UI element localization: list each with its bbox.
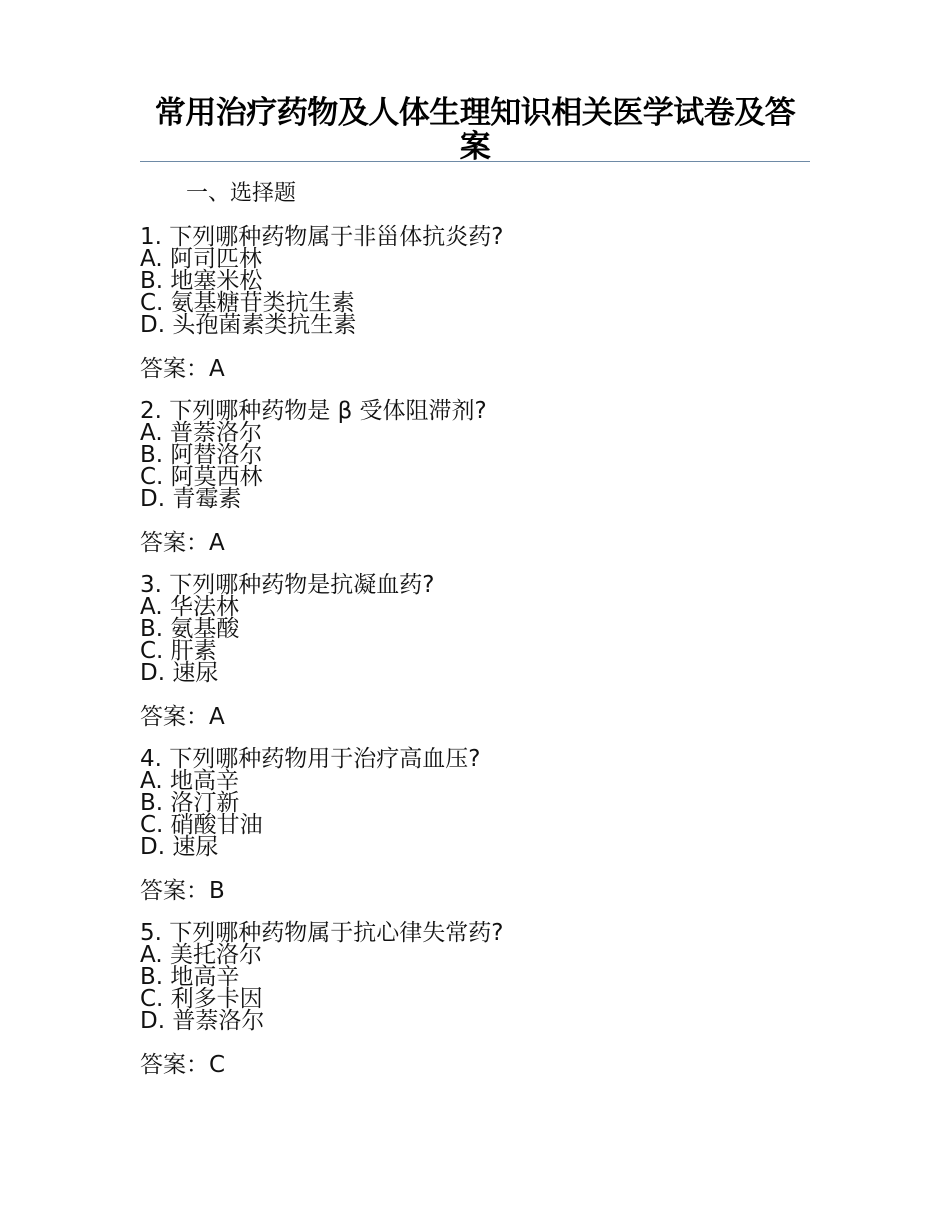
option-c: C. 阿莫西林 <box>140 464 263 490</box>
option-d: D. 普萘洛尔 <box>140 1008 265 1034</box>
title-underline <box>140 161 810 162</box>
option-b: B. 地塞米松 <box>140 268 263 294</box>
option-a: A. 普萘洛尔 <box>140 420 262 446</box>
option-b: B. 氨基酸 <box>140 616 240 642</box>
answer-text: 答案：A <box>140 704 225 730</box>
option-d: D. 青霉素 <box>140 486 242 512</box>
option-c: C. 肝素 <box>140 638 217 664</box>
option-a: A. 华法林 <box>140 594 239 620</box>
answer-text: 答案：C <box>140 1052 226 1078</box>
option-a: A. 地高辛 <box>140 768 239 794</box>
question-text: 4. 下列哪种药物用于治疗高血压? <box>140 746 481 772</box>
question-3 <box>140 574 820 748</box>
option-b: B. 地高辛 <box>140 964 240 990</box>
option-c: C. 硝酸甘油 <box>140 812 263 838</box>
question-text: 3. 下列哪种药物是抗凝血药? <box>140 572 435 598</box>
option-a: A. 阿司匹林 <box>140 246 262 272</box>
question-text: 5. 下列哪种药物属于抗心律失常药? <box>140 920 504 946</box>
answer-text: 答案：A <box>140 530 225 556</box>
option-d: D. 速尿 <box>140 660 219 686</box>
question-list <box>140 226 820 1096</box>
option-b: B. 洛汀新 <box>140 790 240 816</box>
question-4 <box>140 748 820 922</box>
option-d: D. 速尿 <box>140 834 219 860</box>
question-text: 2. 下列哪种药物是 β 受体阻滞剂? <box>140 398 487 424</box>
option-b: B. 阿替洛尔 <box>140 442 263 468</box>
question-5 <box>140 922 820 1096</box>
answer-text: 答案：B <box>140 878 225 904</box>
question-2 <box>140 400 820 574</box>
option-c: C. 利多卡因 <box>140 986 263 1012</box>
option-c: C. 氨基糖苷类抗生素 <box>140 290 355 316</box>
option-a: A. 美托洛尔 <box>140 942 262 968</box>
question-1 <box>140 226 820 400</box>
option-d: D. 头孢菌素类抗生素 <box>140 312 357 338</box>
question-text: 1. 下列哪种药物属于非甾体抗炎药? <box>140 224 504 250</box>
answer-text: 答案：A <box>140 356 225 382</box>
document-title: 常用治疗药物及人体生理知识相关医学试卷及答案 <box>154 95 796 165</box>
section-heading: 一、选择题 <box>186 181 297 206</box>
